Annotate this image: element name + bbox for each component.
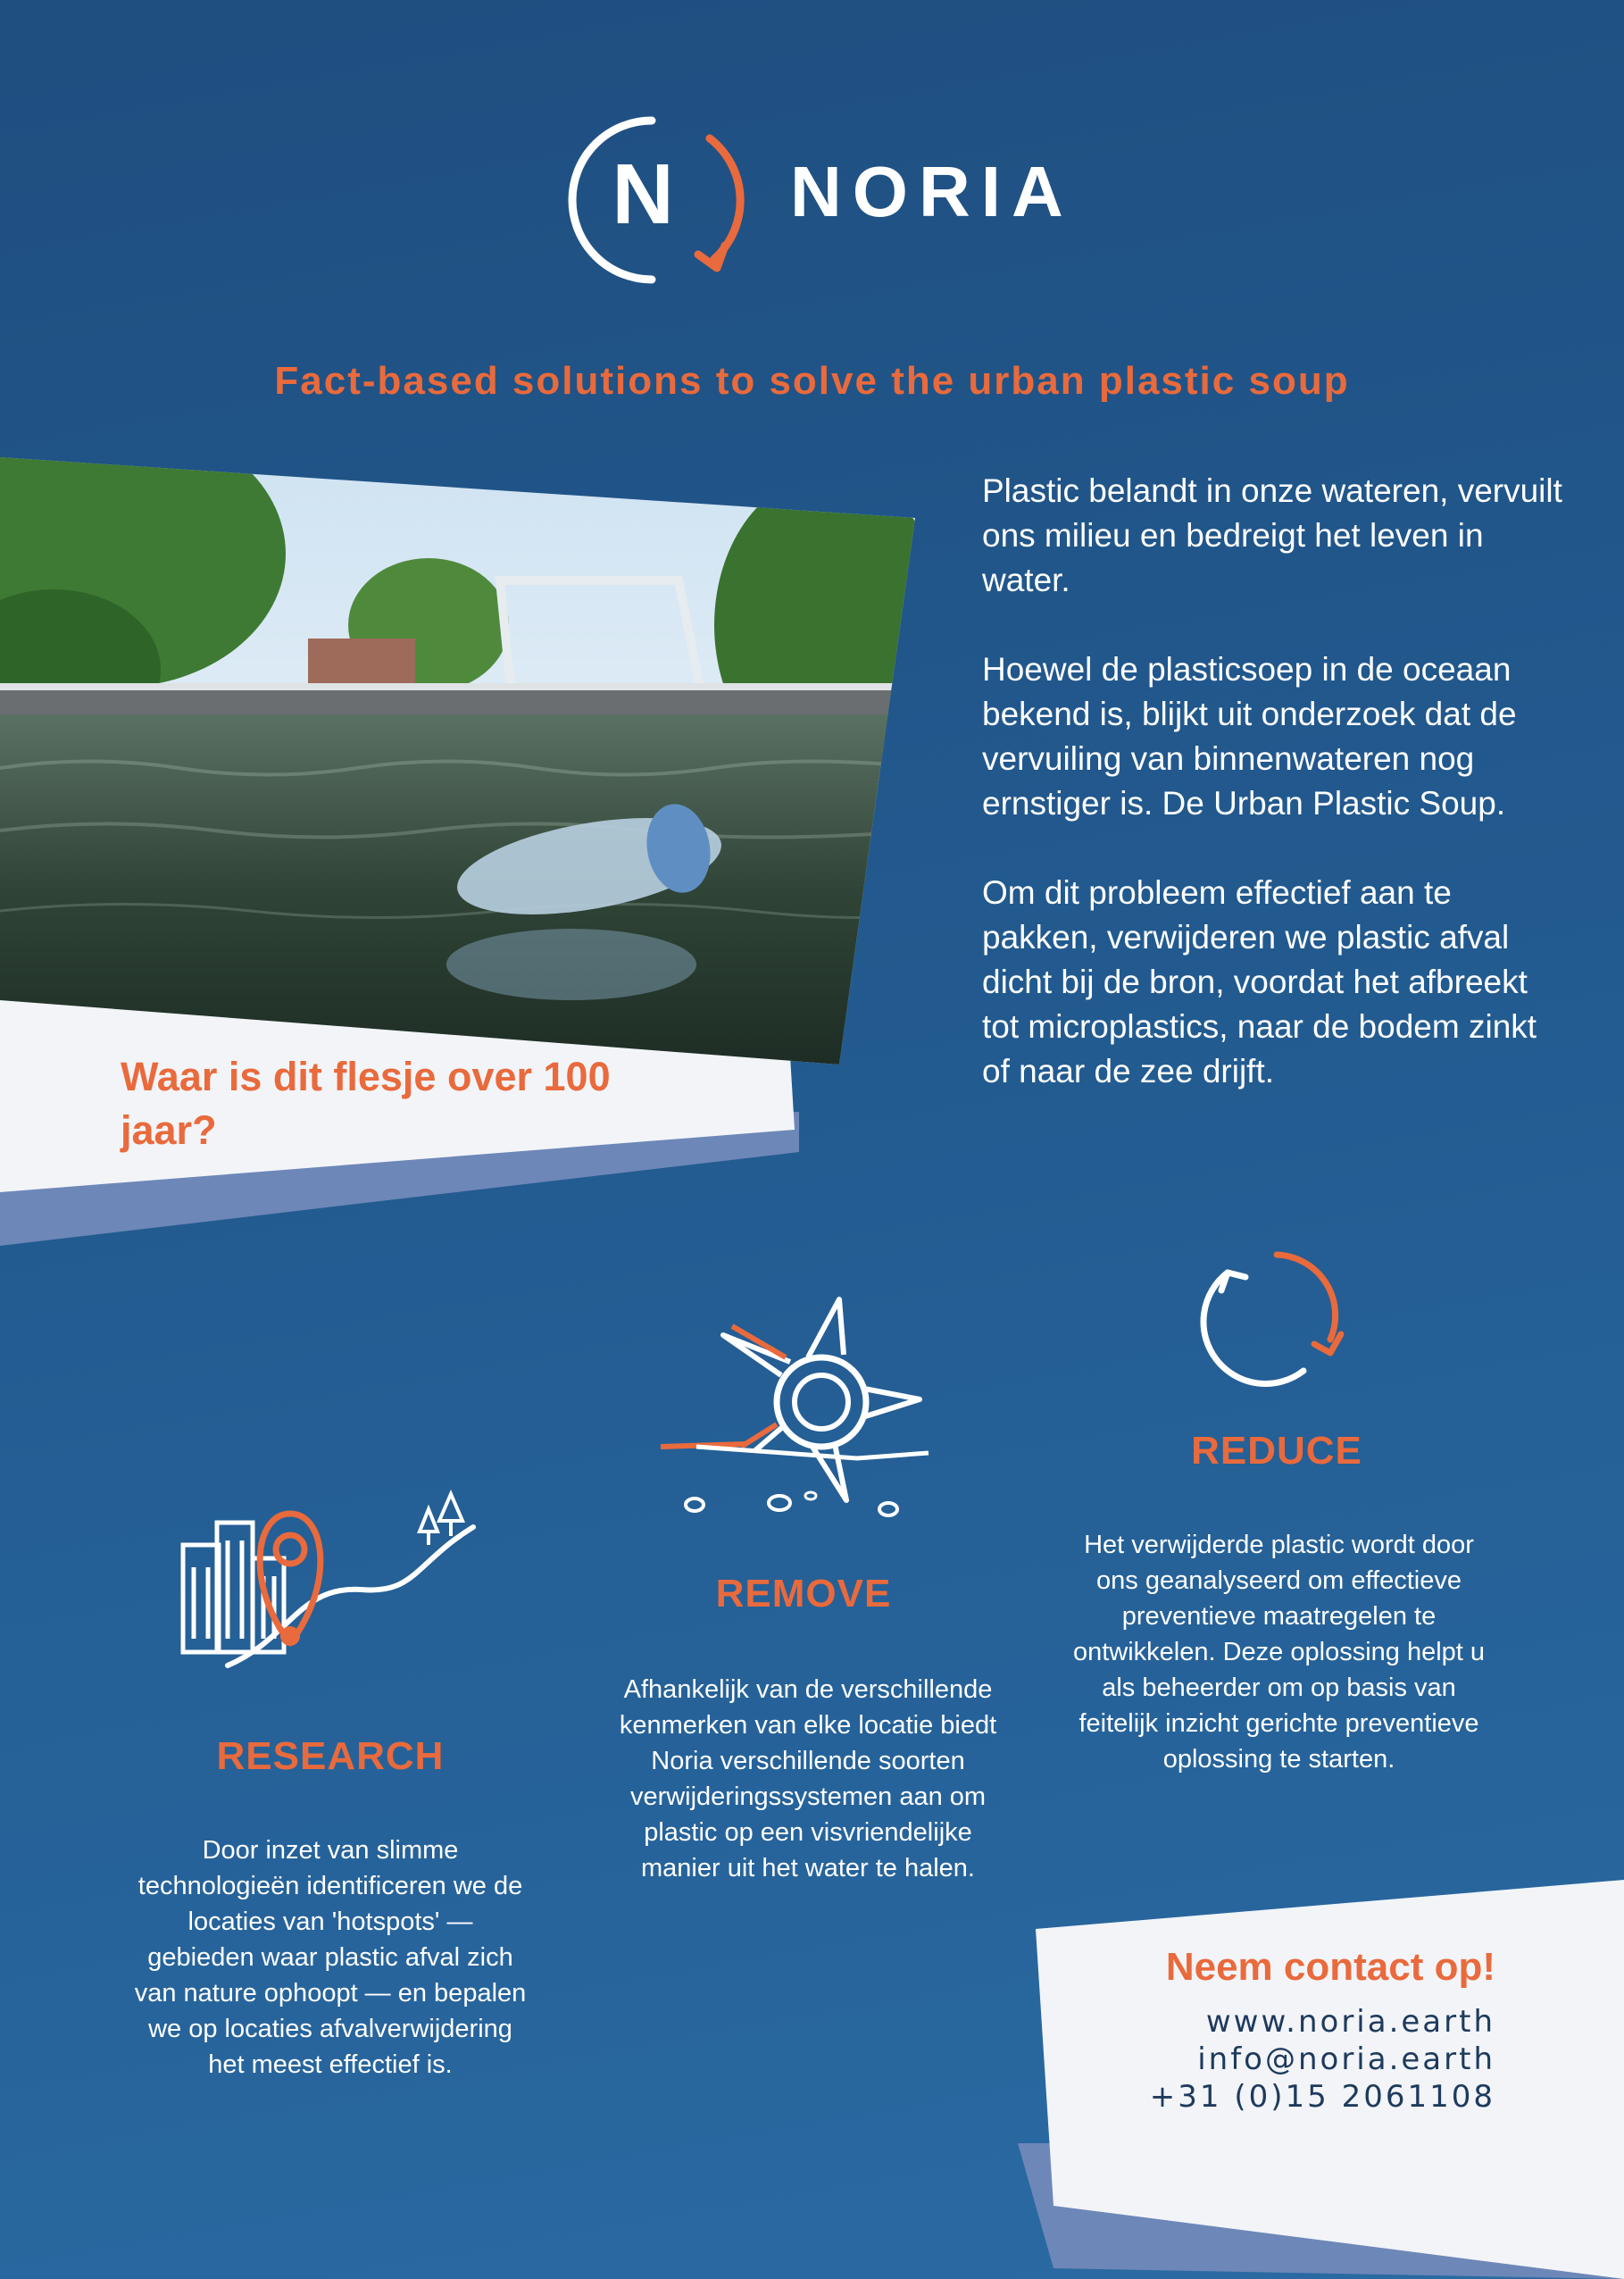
contact-email[interactable]: info@noria.earth (1197, 2041, 1495, 2077)
recycle-arrows-icon (1196, 1241, 1357, 1393)
contact-phone[interactable]: +31 (0)15 2061108 (1149, 2079, 1495, 2115)
removal-system-icon (652, 1290, 937, 1532)
reduce-title: REDUCE (1191, 1429, 1362, 1473)
intro-paragraph-2: Hoewel de plasticsoep in de oceaan bekend is, blijkt uit onderzoek dat de vervuiling van binnenwateren nog ernstiger is. De Urban Plastic Soup. (982, 651, 1517, 822)
city-map-pin-icon (174, 1487, 487, 1674)
logo-letter: N (612, 146, 674, 242)
research-title: RESEARCH (216, 1734, 445, 1778)
intro-text (982, 469, 1571, 1139)
contact-title: Neem contact op! (1165, 1945, 1495, 1989)
canal-photo (0, 447, 929, 1072)
remove-title: REMOVE (715, 1572, 892, 1615)
photo-caption: Waar is dit flesje over 100 jaar? (121, 1054, 611, 1153)
intro-paragraph-1: Plastic belandt in onze wateren, vervuilt ons milieu en bedreigt het leven in water. (982, 472, 1562, 598)
brand-name: NORIA (790, 152, 1074, 231)
remove-text: Afhankelijk van de verschillende kenmerken van elke locatie biedt Noria verschillende soorten verwijderingssystemen aan om plastic op een visvriendelijke manier uit het water te halen. (619, 1675, 997, 1882)
tagline: Fact-based solutions to solve the urban plastic soup (274, 359, 1350, 403)
contact-website[interactable]: www.noria.earth (1205, 2004, 1495, 2040)
reduce-text: Het verwijderde plastic wordt door ons geanalyseerd om effectieve preventieve maatregelen te ontwikkelen. Deze oplossing helpt u als beheerder om op basis van feitelijk inzicht gerichte preventieve oplossing te starten. (1072, 1531, 1486, 1774)
intro-paragraph-3: Om dit probleem effectief aan te pakken, verwijderen we plastic afval dicht bij de bron, voordat het afbreekt tot microplastics, naar de bodem zinkt of naar de zee drijft. (982, 874, 1537, 1089)
research-text: Door inzet van slimme technologieën identificeren we de locaties van 'hotspots' — gebieden waar plastic afval zich van nature ophoopt — en bepalen we op locaties afvalverwijdering het meest effectief is. (134, 1836, 527, 2079)
